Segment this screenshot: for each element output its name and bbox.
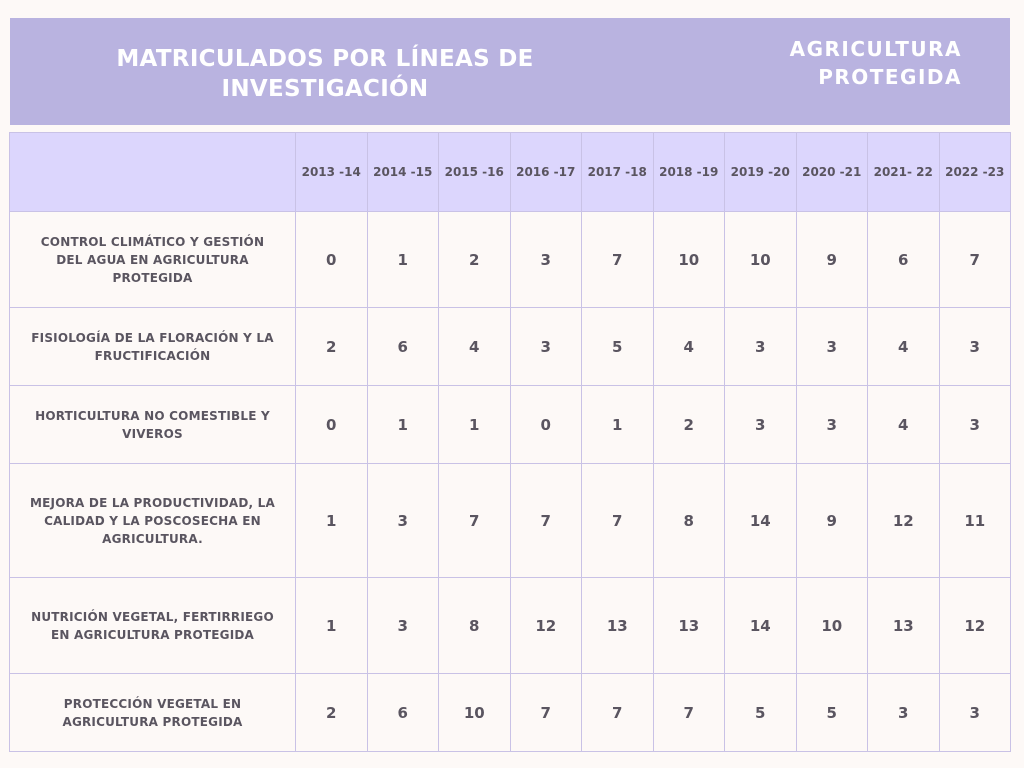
table-cell: 13 [653, 578, 725, 674]
table-row [10, 308, 1011, 386]
table-cell: 6 [868, 212, 940, 308]
table-cell: 7 [510, 674, 582, 752]
column-header: 2018 -19 [653, 133, 725, 212]
column-header: 2020 -21 [796, 133, 868, 212]
column-header: 2019 -20 [725, 133, 797, 212]
table-row [10, 464, 1011, 578]
table-cell: 1 [582, 386, 654, 464]
column-header: 2022 -23 [939, 133, 1011, 212]
table-cell: 10 [725, 212, 797, 308]
table-cell: 11 [939, 464, 1011, 578]
table-cell: 5 [725, 674, 797, 752]
table-row [10, 212, 1011, 308]
row-label: FISIOLOGÍA DE LA FLORACIÓN Y LA FRUCTIFICACIÓN [10, 308, 296, 386]
table-cell: 3 [510, 308, 582, 386]
page-header [10, 18, 1010, 125]
table-header-row [10, 133, 1011, 212]
column-header: 2014 -15 [367, 133, 439, 212]
table-cell: 10 [653, 212, 725, 308]
row-label: HORTICULTURA NO COMESTIBLE Y VIVEROS [10, 386, 296, 464]
table-cell: 2 [296, 308, 368, 386]
table-cell: 7 [582, 674, 654, 752]
table-cell: 7 [582, 464, 654, 578]
table-cell: 13 [868, 578, 940, 674]
table-cell: 10 [796, 578, 868, 674]
row-label: NUTRICIÓN VEGETAL, FERTIRRIEGO EN AGRICULTURA PROTEGIDA [10, 578, 296, 674]
table-cell: 7 [582, 212, 654, 308]
table-cell: 0 [510, 386, 582, 464]
table-cell: 12 [510, 578, 582, 674]
column-header: 2017 -18 [582, 133, 654, 212]
table-cell: 1 [296, 578, 368, 674]
table-cell: 3 [725, 386, 797, 464]
table-cell: 4 [439, 308, 511, 386]
table-cell: 3 [868, 674, 940, 752]
table-cell: 8 [653, 464, 725, 578]
table-cell: 4 [653, 308, 725, 386]
table-cell: 3 [367, 464, 439, 578]
table-cell: 3 [796, 386, 868, 464]
column-header: 2015 -16 [439, 133, 511, 212]
column-header: 2013 -14 [296, 133, 368, 212]
table-cell: 1 [296, 464, 368, 578]
table-cell: 3 [725, 308, 797, 386]
table-cell: 5 [582, 308, 654, 386]
page-subtitle: AGRICULTURA PROTEGIDA [789, 37, 962, 89]
table-cell: 12 [939, 578, 1011, 674]
row-label: MEJORA DE LA PRODUCTIVIDAD, LA CALIDAD Y LA POSCOSECHA EN AGRICULTURA. [10, 464, 296, 578]
header-empty-cell [10, 133, 296, 212]
table-cell: 3 [510, 212, 582, 308]
row-label: CONTROL CLIMÁTICO Y GESTIÓN DEL AGUA EN AGRICULTURA PROTEGIDA [10, 212, 296, 308]
table-cell: 3 [939, 308, 1011, 386]
table-cell: 9 [796, 212, 868, 308]
table-cell: 12 [868, 464, 940, 578]
table-cell: 0 [296, 212, 368, 308]
table-cell: 3 [367, 578, 439, 674]
enrollment-table [9, 132, 1011, 752]
column-header: 2016 -17 [510, 133, 582, 212]
table-cell: 2 [653, 386, 725, 464]
table-cell: 3 [796, 308, 868, 386]
table-cell: 4 [868, 386, 940, 464]
table-row [10, 578, 1011, 674]
table-cell: 14 [725, 464, 797, 578]
column-header: 2021- 22 [868, 133, 940, 212]
table-cell: 1 [439, 386, 511, 464]
table-cell: 8 [439, 578, 511, 674]
table-cell: 5 [796, 674, 868, 752]
table-cell: 13 [582, 578, 654, 674]
table-cell: 4 [868, 308, 940, 386]
table-row [10, 674, 1011, 752]
table-cell: 3 [939, 386, 1011, 464]
table-cell: 7 [653, 674, 725, 752]
table-cell: 3 [939, 674, 1011, 752]
table-cell: 7 [939, 212, 1011, 308]
table-cell: 6 [367, 674, 439, 752]
page-title: MATRICULADOS POR LÍNEAS DE INVESTIGACIÓN [116, 46, 534, 102]
table-cell: 6 [367, 308, 439, 386]
table-cell: 0 [296, 386, 368, 464]
table-cell: 1 [367, 212, 439, 308]
table-cell: 10 [439, 674, 511, 752]
table-cell: 7 [439, 464, 511, 578]
table-cell: 1 [367, 386, 439, 464]
table-cell: 2 [296, 674, 368, 752]
table-cell: 14 [725, 578, 797, 674]
table-cell: 9 [796, 464, 868, 578]
table-row [10, 386, 1011, 464]
row-label: PROTECCIÓN VEGETAL EN AGRICULTURA PROTEGIDA [10, 674, 296, 752]
table-cell: 2 [439, 212, 511, 308]
table-cell: 7 [510, 464, 582, 578]
